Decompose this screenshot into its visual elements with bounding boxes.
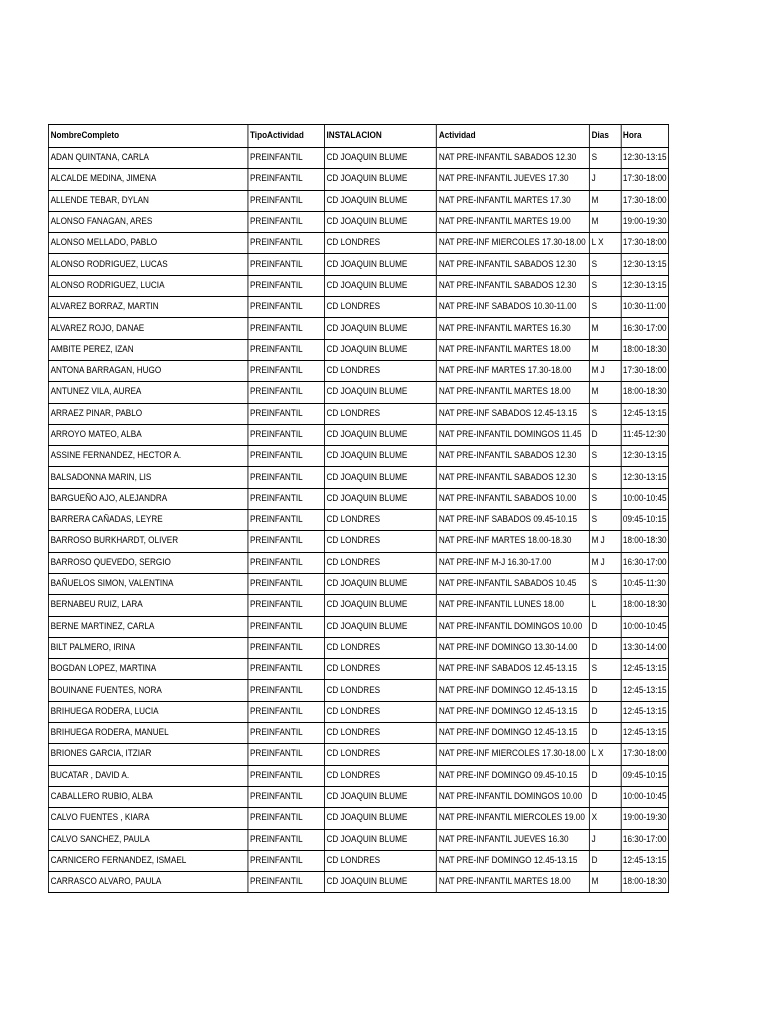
cell-tipo: PREINFANTIL <box>248 467 325 488</box>
cell-tipo: PREINFANTIL <box>248 872 325 893</box>
cell-actividad: NAT PRE-INF DOMINGO 13.30-14.00 <box>437 637 590 658</box>
cell-dias: S <box>589 467 620 488</box>
cell-hora: 18:00-18:30 <box>621 872 669 893</box>
cell-hora: 17:30-18:00 <box>621 169 669 190</box>
cell-actividad: NAT PRE-INFANTIL MARTES 18.00 <box>437 382 590 403</box>
table-row <box>48 169 668 190</box>
cell-hora: 18:00-18:30 <box>621 339 669 360</box>
cell-actividad: NAT PRE-INF MIERCOLES 17.30-18.00 <box>437 233 590 254</box>
cell-nombre: BUCATAR , DAVID A. <box>48 765 247 786</box>
cell-dias: M <box>589 318 620 339</box>
cell-nombre: ANTUNEZ VILA, AUREA <box>48 382 247 403</box>
cell-nombre: BAÑUELOS SIMON, VALENTINA <box>48 573 247 594</box>
cell-actividad: NAT PRE-INF MARTES 17.30-18.00 <box>437 360 590 381</box>
cell-instalacion: CD JOAQUIN BLUME <box>324 467 436 488</box>
cell-instalacion: CD JOAQUIN BLUME <box>324 808 436 829</box>
table-row <box>48 680 668 701</box>
cell-instalacion: CD JOAQUIN BLUME <box>324 573 436 594</box>
cell-nombre: BERNABEU RUIZ, LARA <box>48 595 247 616</box>
cell-dias: M <box>589 211 620 232</box>
column-header-hora: Hora <box>621 125 669 148</box>
cell-hora: 10:00-10:45 <box>621 488 669 509</box>
cell-tipo: PREINFANTIL <box>248 616 325 637</box>
cell-tipo: PREINFANTIL <box>248 233 325 254</box>
cell-tipo: PREINFANTIL <box>248 318 325 339</box>
cell-instalacion: CD JOAQUIN BLUME <box>324 786 436 807</box>
cell-dias: M <box>589 382 620 403</box>
cell-actividad: NAT PRE-INFANTIL MARTES 16.30 <box>437 318 590 339</box>
cell-tipo: PREINFANTIL <box>248 659 325 680</box>
cell-tipo: PREINFANTIL <box>248 360 325 381</box>
table-row <box>48 595 668 616</box>
cell-nombre: ALONSO RODRIGUEZ, LUCAS <box>48 254 247 275</box>
cell-tipo: PREINFANTIL <box>248 446 325 467</box>
table-row <box>48 148 668 169</box>
cell-nombre: CALVO FUENTES , KIARA <box>48 808 247 829</box>
table-row <box>48 424 668 445</box>
cell-hora: 12:45-13:15 <box>621 850 669 871</box>
cell-nombre: ALLENDE TEBAR, DYLAN <box>48 190 247 211</box>
cell-instalacion: CD LONDRES <box>324 659 436 680</box>
table-row <box>48 488 668 509</box>
cell-dias: S <box>589 254 620 275</box>
cell-hora: 16:30-17:00 <box>621 552 669 573</box>
column-header-instalacion: INSTALACION <box>324 125 436 148</box>
cell-instalacion: CD JOAQUIN BLUME <box>324 169 436 190</box>
column-header-actividad: Actividad <box>437 125 590 148</box>
cell-actividad: NAT PRE-INF SABADOS 10.30-11.00 <box>437 297 590 318</box>
cell-hora: 13:30-14:00 <box>621 637 669 658</box>
cell-hora: 12:45-13:15 <box>621 723 669 744</box>
table-row <box>48 829 668 850</box>
cell-dias: M <box>589 190 620 211</box>
cell-dias: S <box>589 403 620 424</box>
table-row <box>48 616 668 637</box>
cell-actividad: NAT PRE-INFANTIL MARTES 17.30 <box>437 190 590 211</box>
cell-actividad: NAT PRE-INFANTIL MIERCOLES 19.00 <box>437 808 590 829</box>
table-row <box>48 552 668 573</box>
cell-dias: D <box>589 637 620 658</box>
cell-dias: J <box>589 829 620 850</box>
cell-instalacion: CD LONDRES <box>324 510 436 531</box>
cell-instalacion: CD LONDRES <box>324 701 436 722</box>
cell-nombre: ASSINE FERNANDEZ, HECTOR A. <box>48 446 247 467</box>
cell-tipo: PREINFANTIL <box>248 510 325 531</box>
cell-instalacion: CD LONDRES <box>324 360 436 381</box>
cell-dias: X <box>589 808 620 829</box>
table-row <box>48 872 668 893</box>
cell-nombre: ALONSO FANAGAN, ARES <box>48 211 247 232</box>
cell-hora: 17:30-18:00 <box>621 744 669 765</box>
cell-hora: 19:00-19:30 <box>621 211 669 232</box>
cell-nombre: ALVAREZ BORRAZ, MARTIN <box>48 297 247 318</box>
cell-tipo: PREINFANTIL <box>248 744 325 765</box>
cell-instalacion: CD LONDRES <box>324 765 436 786</box>
cell-dias: D <box>589 850 620 871</box>
cell-tipo: PREINFANTIL <box>248 382 325 403</box>
cell-tipo: PREINFANTIL <box>248 148 325 169</box>
cell-dias: D <box>589 723 620 744</box>
table-row <box>48 744 668 765</box>
table-row <box>48 275 668 296</box>
cell-actividad: NAT PRE-INF DOMINGO 12.45-13.15 <box>437 701 590 722</box>
cell-instalacion: CD LONDRES <box>324 850 436 871</box>
cell-hora: 19:00-19:30 <box>621 808 669 829</box>
cell-nombre: ALONSO MELLADO, PABLO <box>48 233 247 254</box>
cell-hora: 12:30-13:15 <box>621 467 669 488</box>
cell-instalacion: CD JOAQUIN BLUME <box>324 190 436 211</box>
cell-dias: D <box>589 680 620 701</box>
table-row <box>48 297 668 318</box>
cell-tipo: PREINFANTIL <box>248 297 325 318</box>
cell-actividad: NAT PRE-INFANTIL SABADOS 12.30 <box>437 467 590 488</box>
cell-hora: 12:30-13:15 <box>621 446 669 467</box>
cell-dias: M <box>589 872 620 893</box>
cell-tipo: PREINFANTIL <box>248 424 325 445</box>
cell-hora: 16:30-17:00 <box>621 829 669 850</box>
cell-tipo: PREINFANTIL <box>248 723 325 744</box>
cell-hora: 10:00-10:45 <box>621 616 669 637</box>
cell-nombre: ALONSO RODRIGUEZ, LUCIA <box>48 275 247 296</box>
cell-hora: 12:45-13:15 <box>621 659 669 680</box>
cell-instalacion: CD LONDRES <box>324 403 436 424</box>
cell-nombre: BARGUEÑO AJO, ALEJANDRA <box>48 488 247 509</box>
cell-nombre: ARROYO MATEO, ALBA <box>48 424 247 445</box>
cell-instalacion: CD JOAQUIN BLUME <box>324 148 436 169</box>
cell-actividad: NAT PRE-INFANTIL SABADOS 12.30 <box>437 446 590 467</box>
cell-dias: M <box>589 339 620 360</box>
cell-instalacion: CD JOAQUIN BLUME <box>324 211 436 232</box>
cell-tipo: PREINFANTIL <box>248 403 325 424</box>
cell-actividad: NAT PRE-INFANTIL DOMINGOS 10.00 <box>437 786 590 807</box>
cell-dias: J <box>589 169 620 190</box>
cell-actividad: NAT PRE-INFANTIL SABADOS 12.30 <box>437 148 590 169</box>
cell-dias: S <box>589 488 620 509</box>
cell-instalacion: CD JOAQUIN BLUME <box>324 595 436 616</box>
cell-nombre: BARRERA CAÑADAS, LEYRE <box>48 510 247 531</box>
cell-tipo: PREINFANTIL <box>248 190 325 211</box>
table-row <box>48 850 668 871</box>
cell-dias: S <box>589 148 620 169</box>
table-row <box>48 467 668 488</box>
cell-nombre: BOGDAN LOPEZ, MARTINA <box>48 659 247 680</box>
table-row <box>48 701 668 722</box>
cell-actividad: NAT PRE-INF SABADOS 09.45-10.15 <box>437 510 590 531</box>
cell-hora: 12:30-13:15 <box>621 275 669 296</box>
table-row <box>48 723 668 744</box>
cell-instalacion: CD JOAQUIN BLUME <box>324 829 436 850</box>
table-row <box>48 510 668 531</box>
cell-actividad: NAT PRE-INFANTIL DOMINGOS 10.00 <box>437 616 590 637</box>
cell-dias: M J <box>589 360 620 381</box>
cell-actividad: NAT PRE-INF MARTES 18.00-18.30 <box>437 531 590 552</box>
cell-instalacion: CD LONDRES <box>324 680 436 701</box>
cell-dias: S <box>589 659 620 680</box>
cell-hora: 12:45-13:15 <box>621 403 669 424</box>
cell-tipo: PREINFANTIL <box>248 829 325 850</box>
cell-actividad: NAT PRE-INFANTIL LUNES 18.00 <box>437 595 590 616</box>
cell-instalacion: CD JOAQUIN BLUME <box>324 339 436 360</box>
cell-tipo: PREINFANTIL <box>248 488 325 509</box>
cell-tipo: PREINFANTIL <box>248 595 325 616</box>
cell-actividad: NAT PRE-INF M-J 16.30-17.00 <box>437 552 590 573</box>
cell-actividad: NAT PRE-INF MIERCOLES 17.30-18.00 <box>437 744 590 765</box>
table-row <box>48 211 668 232</box>
header-row <box>48 125 668 148</box>
cell-actividad: NAT PRE-INFANTIL JUEVES 17.30 <box>437 169 590 190</box>
cell-nombre: BRIHUEGA RODERA, LUCIA <box>48 701 247 722</box>
table-row <box>48 531 668 552</box>
cell-hora: 11:45-12:30 <box>621 424 669 445</box>
cell-actividad: NAT PRE-INFANTIL SABADOS 12.30 <box>437 254 590 275</box>
table-row <box>48 637 668 658</box>
cell-actividad: NAT PRE-INF SABADOS 12.45-13.15 <box>437 403 590 424</box>
cell-dias: D <box>589 424 620 445</box>
cell-hora: 09:45-10:15 <box>621 510 669 531</box>
cell-instalacion: CD LONDRES <box>324 552 436 573</box>
cell-actividad: NAT PRE-INFANTIL MARTES 19.00 <box>437 211 590 232</box>
cell-instalacion: CD JOAQUIN BLUME <box>324 275 436 296</box>
schedule-table <box>48 124 669 893</box>
cell-hora: 18:00-18:30 <box>621 531 669 552</box>
cell-hora: 09:45-10:15 <box>621 765 669 786</box>
table-row <box>48 808 668 829</box>
cell-tipo: PREINFANTIL <box>248 531 325 552</box>
cell-nombre: ALCALDE MEDINA, JIMENA <box>48 169 247 190</box>
cell-hora: 10:00-10:45 <box>621 786 669 807</box>
column-header-dias: Dias <box>589 125 620 148</box>
cell-tipo: PREINFANTIL <box>248 339 325 360</box>
cell-nombre: BARROSO BURKHARDT, OLIVER <box>48 531 247 552</box>
column-header-tipo: TipoActividad <box>248 125 325 148</box>
cell-actividad: NAT PRE-INF DOMINGO 09.45-10.15 <box>437 765 590 786</box>
table-row <box>48 360 668 381</box>
cell-instalacion: CD LONDRES <box>324 297 436 318</box>
cell-tipo: PREINFANTIL <box>248 786 325 807</box>
cell-dias: S <box>589 297 620 318</box>
cell-hora: 12:30-13:15 <box>621 148 669 169</box>
cell-actividad: NAT PRE-INFANTIL DOMINGOS 11.45 <box>437 424 590 445</box>
cell-nombre: BRIONES GARCIA, ITZIAR <box>48 744 247 765</box>
table-row <box>48 318 668 339</box>
cell-instalacion: CD JOAQUIN BLUME <box>324 872 436 893</box>
cell-instalacion: CD JOAQUIN BLUME <box>324 382 436 403</box>
cell-nombre: CABALLERO RUBIO, ALBA <box>48 786 247 807</box>
cell-actividad: NAT PRE-INFANTIL SABADOS 10.00 <box>437 488 590 509</box>
cell-nombre: BOUINANE FUENTES, NORA <box>48 680 247 701</box>
table-row <box>48 254 668 275</box>
cell-dias: M J <box>589 531 620 552</box>
cell-tipo: PREINFANTIL <box>248 552 325 573</box>
cell-dias: M J <box>589 552 620 573</box>
cell-instalacion: CD JOAQUIN BLUME <box>324 424 436 445</box>
table-row <box>48 190 668 211</box>
cell-hora: 18:00-18:30 <box>621 382 669 403</box>
cell-dias: D <box>589 765 620 786</box>
cell-actividad: NAT PRE-INFANTIL MARTES 18.00 <box>437 339 590 360</box>
cell-instalacion: CD LONDRES <box>324 744 436 765</box>
cell-hora: 12:45-13:15 <box>621 680 669 701</box>
cell-tipo: PREINFANTIL <box>248 275 325 296</box>
cell-instalacion: CD JOAQUIN BLUME <box>324 318 436 339</box>
table-row <box>48 233 668 254</box>
cell-dias: L X <box>589 233 620 254</box>
cell-tipo: PREINFANTIL <box>248 169 325 190</box>
cell-dias: S <box>589 573 620 594</box>
cell-dias: D <box>589 786 620 807</box>
cell-tipo: PREINFANTIL <box>248 850 325 871</box>
cell-nombre: AMBITE PEREZ, IZAN <box>48 339 247 360</box>
table-row <box>48 765 668 786</box>
cell-instalacion: CD LONDRES <box>324 233 436 254</box>
cell-actividad: NAT PRE-INF DOMINGO 12.45-13.15 <box>437 850 590 871</box>
cell-nombre: CARNICERO FERNANDEZ, ISMAEL <box>48 850 247 871</box>
cell-instalacion: CD LONDRES <box>324 723 436 744</box>
cell-dias: L X <box>589 744 620 765</box>
table-row <box>48 403 668 424</box>
cell-instalacion: CD JOAQUIN BLUME <box>324 254 436 275</box>
table-row <box>48 339 668 360</box>
cell-instalacion: CD JOAQUIN BLUME <box>324 488 436 509</box>
cell-hora: 17:30-18:00 <box>621 190 669 211</box>
cell-tipo: PREINFANTIL <box>248 808 325 829</box>
cell-actividad: NAT PRE-INF DOMINGO 12.45-13.15 <box>437 680 590 701</box>
cell-hora: 16:30-17:00 <box>621 318 669 339</box>
cell-instalacion: CD LONDRES <box>324 637 436 658</box>
table-row <box>48 659 668 680</box>
cell-dias: S <box>589 275 620 296</box>
cell-tipo: PREINFANTIL <box>248 254 325 275</box>
cell-nombre: ARRAEZ PINAR, PABLO <box>48 403 247 424</box>
cell-nombre: BALSADONNA MARIN, LIS <box>48 467 247 488</box>
cell-nombre: ADAN QUINTANA, CARLA <box>48 148 247 169</box>
cell-nombre: BRIHUEGA RODERA, MANUEL <box>48 723 247 744</box>
cell-tipo: PREINFANTIL <box>248 701 325 722</box>
cell-tipo: PREINFANTIL <box>248 765 325 786</box>
cell-hora: 10:30-11:00 <box>621 297 669 318</box>
cell-nombre: BILT PALMERO, IRINA <box>48 637 247 658</box>
cell-nombre: ALVAREZ ROJO, DANAE <box>48 318 247 339</box>
cell-nombre: CARRASCO ALVARO, PAULA <box>48 872 247 893</box>
cell-tipo: PREINFANTIL <box>248 637 325 658</box>
cell-nombre: ANTONA BARRAGAN, HUGO <box>48 360 247 381</box>
cell-instalacion: CD LONDRES <box>324 531 436 552</box>
cell-dias: D <box>589 616 620 637</box>
cell-hora: 17:30-18:00 <box>621 233 669 254</box>
table-row <box>48 382 668 403</box>
cell-actividad: NAT PRE-INFANTIL JUEVES 16.30 <box>437 829 590 850</box>
table-row <box>48 573 668 594</box>
cell-tipo: PREINFANTIL <box>248 680 325 701</box>
cell-hora: 12:30-13:15 <box>621 254 669 275</box>
column-header-nombre: NombreCompleto <box>48 125 247 148</box>
cell-nombre: BARROSO QUEVEDO, SERGIO <box>48 552 247 573</box>
cell-dias: D <box>589 701 620 722</box>
cell-nombre: CALVO SANCHEZ, PAULA <box>48 829 247 850</box>
cell-tipo: PREINFANTIL <box>248 211 325 232</box>
cell-hora: 17:30-18:00 <box>621 360 669 381</box>
cell-dias: S <box>589 510 620 531</box>
cell-tipo: PREINFANTIL <box>248 573 325 594</box>
cell-actividad: NAT PRE-INF SABADOS 12.45-13.15 <box>437 659 590 680</box>
cell-actividad: NAT PRE-INFANTIL SABADOS 12.30 <box>437 275 590 296</box>
cell-actividad: NAT PRE-INFANTIL SABADOS 10.45 <box>437 573 590 594</box>
cell-hora: 10:45-11:30 <box>621 573 669 594</box>
cell-hora: 12:45-13:15 <box>621 701 669 722</box>
cell-actividad: NAT PRE-INF DOMINGO 12.45-13.15 <box>437 723 590 744</box>
table-row <box>48 786 668 807</box>
cell-instalacion: CD JOAQUIN BLUME <box>324 446 436 467</box>
cell-dias: L <box>589 595 620 616</box>
cell-actividad: NAT PRE-INFANTIL MARTES 18.00 <box>437 872 590 893</box>
cell-nombre: BERNE MARTINEZ, CARLA <box>48 616 247 637</box>
cell-hora: 18:00-18:30 <box>621 595 669 616</box>
table-row <box>48 446 668 467</box>
cell-dias: S <box>589 446 620 467</box>
cell-instalacion: CD JOAQUIN BLUME <box>324 616 436 637</box>
